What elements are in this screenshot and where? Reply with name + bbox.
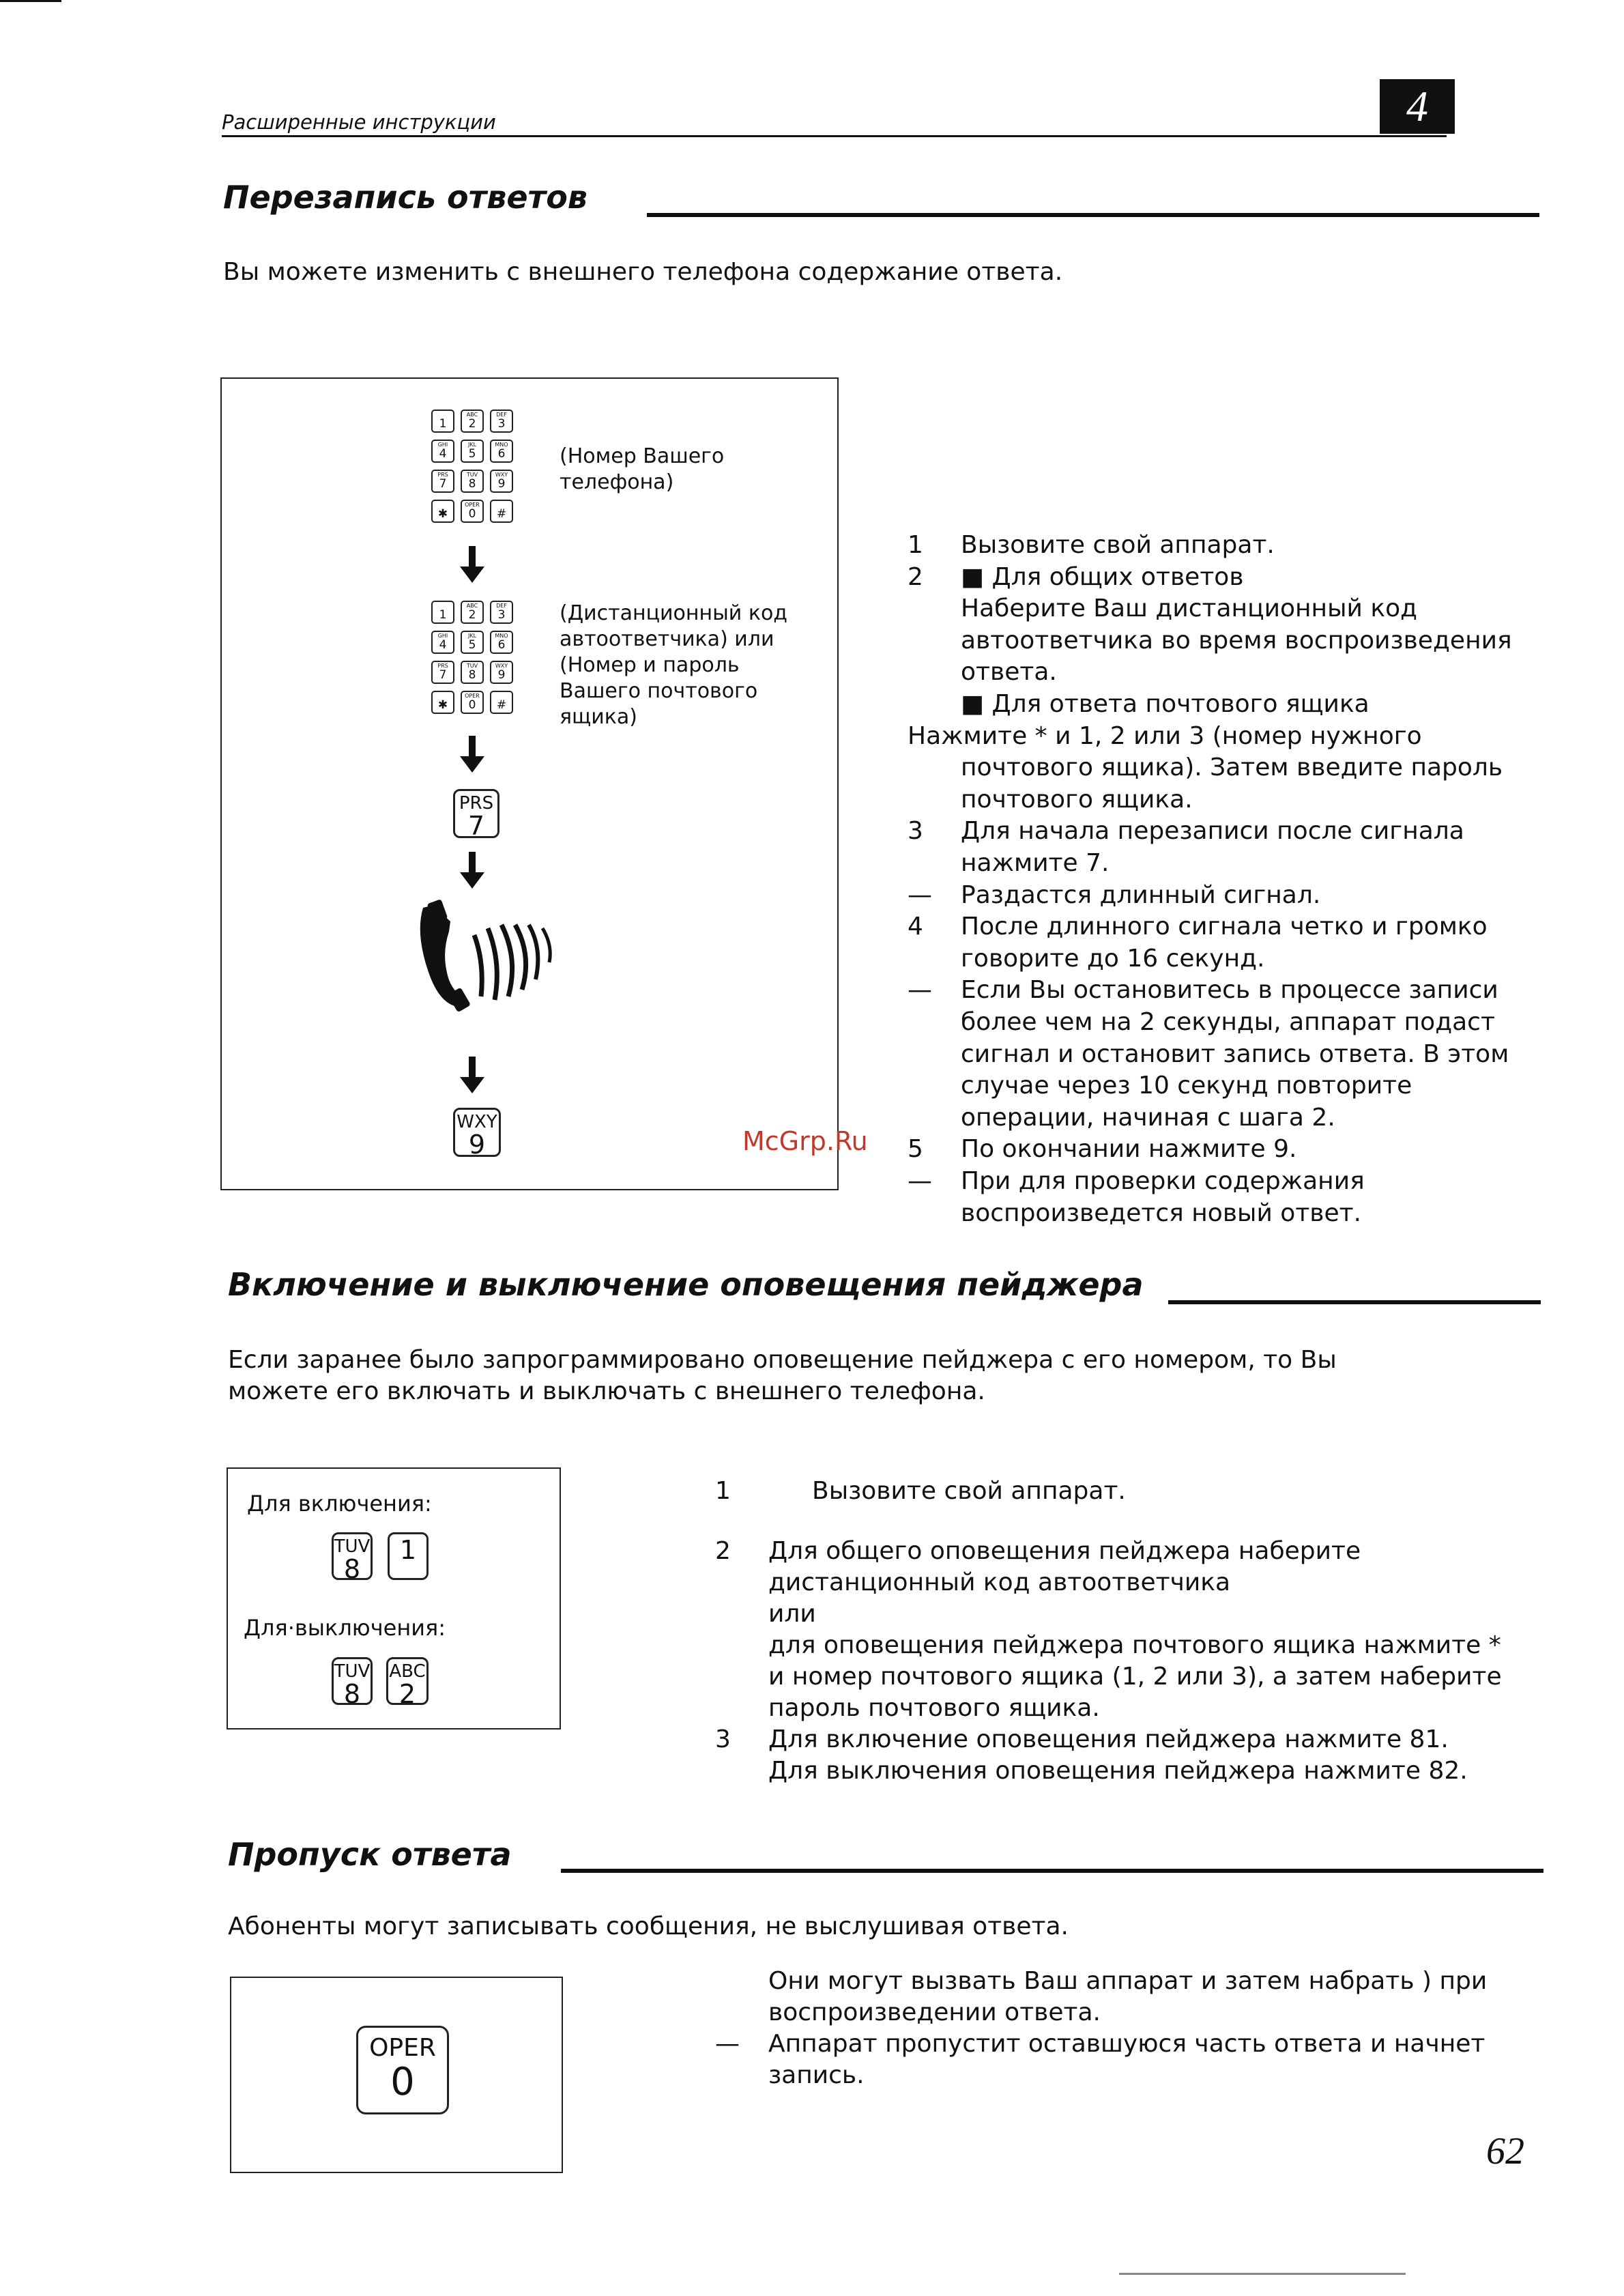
step-number: 2 — [715, 1537, 731, 1565]
key-letters: OPER — [369, 2034, 436, 2062]
step-line — [908, 943, 1264, 975]
keypad-key — [431, 470, 454, 493]
key-digit: 4 — [439, 638, 447, 652]
step-number: 5 — [908, 1135, 923, 1164]
key-letters: MNO — [495, 442, 508, 448]
step-text: и номер почтового ящика (1, 2 или 3), а затем наберите — [768, 1663, 1502, 1691]
watermark: McGrp.Ru — [742, 1126, 868, 1156]
key-7-button — [453, 789, 499, 841]
key-digit: # — [496, 507, 507, 521]
step-line — [908, 721, 1422, 752]
caption-line: (Номер и пароль — [560, 653, 740, 677]
key-digit: 7 — [439, 477, 447, 491]
handset-speaking-icon — [409, 894, 566, 1017]
step-text: почтового ящика). Затем введите пароль — [961, 754, 1503, 782]
key-1-button — [388, 1532, 429, 1580]
key-digit: 0 — [468, 698, 476, 712]
step-text: ■ Для ответа почтового ящика — [961, 690, 1369, 718]
keypad-key — [431, 691, 454, 714]
caption-line: телефона) — [560, 470, 674, 494]
step-line — [908, 816, 1464, 847]
step-line — [908, 911, 1488, 943]
chapter-number: 4 — [1380, 79, 1455, 134]
key-digit: ✱ — [437, 507, 448, 521]
section-intro — [228, 1345, 1337, 1407]
keypad-key — [431, 410, 454, 433]
key-9-button — [453, 1108, 501, 1160]
step-text: ■ Для общих ответов — [961, 562, 1244, 591]
keypad-key — [490, 470, 513, 493]
keypad-key — [431, 440, 454, 463]
key-letters: TUV — [466, 663, 478, 669]
keypad-key — [490, 631, 513, 654]
step-number: 3 — [908, 817, 923, 846]
keypad-key — [461, 601, 484, 624]
running-title: Расширенные инструкции — [222, 111, 496, 134]
section-rule — [647, 213, 1539, 217]
step-line — [908, 1134, 1296, 1165]
step-line — [908, 562, 1244, 593]
key-digit: 2 — [468, 608, 476, 622]
section-title-pager: Включение и выключение оповещения пейджера — [228, 1266, 1144, 1303]
step-line — [908, 975, 1498, 1006]
key-digit: 8 — [468, 668, 476, 682]
keypad-key — [490, 691, 513, 714]
step-line — [908, 689, 1369, 720]
key-digit: # — [496, 698, 507, 712]
step-number: 1 — [908, 531, 923, 559]
step-text: нажмите 7. — [961, 849, 1110, 877]
step-text: случае через 10 секунд повторите — [961, 1072, 1412, 1100]
key-digit: 7 — [439, 668, 447, 682]
key-letters: OPER — [465, 693, 480, 699]
procedure-diagram-box — [220, 377, 839, 1190]
key-letters: WXY — [495, 663, 508, 669]
step-number: — — [715, 2030, 740, 2058]
step-text: воспроизведении ответа. — [768, 1998, 1101, 2026]
step-line — [908, 848, 1110, 879]
key-digit: 0 — [390, 2060, 415, 2104]
running-header — [222, 111, 1447, 137]
step-text: для оповещения пейджера почтового ящика нажмите * — [768, 1631, 1501, 1659]
pager-off-label: Для·выключения: — [244, 1615, 446, 1641]
step-number: — — [908, 976, 932, 1005]
key-digit: 1 — [399, 1535, 417, 1565]
caption-line: (Номер Вашего — [560, 444, 725, 468]
key-letters: PRS — [459, 793, 494, 814]
keypad-key — [461, 661, 484, 684]
section-intro: Вы можете изменить с внешнего телефона содержание ответа. — [223, 258, 1063, 286]
step-line — [908, 593, 1417, 625]
keypad-key — [461, 440, 484, 463]
step-text: дистанционный код автоответчика — [768, 1568, 1231, 1596]
key-digit: 9 — [468, 1130, 486, 1160]
pager-on-label: Для включения: — [247, 1491, 432, 1517]
step-number: 4 — [908, 913, 923, 941]
key-letters: ABC — [389, 1661, 426, 1682]
step-text: При для проверки содержания — [961, 1167, 1365, 1195]
keypad-phone-number — [431, 410, 513, 523]
step-number: — — [908, 1167, 932, 1195]
keypad-key — [461, 410, 484, 433]
key-letters: PRS — [437, 472, 448, 478]
page-number: 62 — [1486, 2130, 1524, 2172]
key-8-button — [332, 1532, 373, 1584]
key-letters: JKL — [467, 633, 477, 639]
step-number: 3 — [715, 1725, 731, 1753]
key-digit: 2 — [398, 1679, 416, 1709]
key-digit: 3 — [497, 417, 506, 431]
section-title-rerecord: Перезапись ответов — [223, 179, 588, 216]
key-2-button — [386, 1657, 429, 1709]
caption-line: ящика) — [560, 705, 638, 729]
key-digit: 7 — [467, 811, 485, 841]
step-line — [908, 784, 1193, 816]
key-digit: 0 — [468, 507, 476, 521]
key-digit: ✱ — [437, 698, 448, 712]
step-text: более чем на 2 секунды, аппарат подаст — [961, 1008, 1495, 1036]
key-digit: 3 — [497, 608, 506, 622]
key-digit: 8 — [343, 1554, 361, 1584]
keypad-key — [490, 661, 513, 684]
step-text: Раздастся длинный сигнал. — [961, 880, 1321, 909]
intro-line: Если заранее было запрограммировано оповещение пейджера с его номером, то Вы — [228, 1346, 1337, 1374]
step-text: Наберите Ваш дистанционный код — [961, 594, 1418, 623]
step-text: Для выключения оповещения пейджера нажмите 82. — [768, 1757, 1468, 1785]
step-text: Вызовите свой аппарат. — [961, 531, 1275, 559]
key-digit: 9 — [497, 477, 506, 491]
step-number: 1 — [715, 1477, 731, 1505]
scan-smudge — [1119, 2273, 1406, 2275]
key-letters: PRS — [437, 663, 448, 669]
key-digit: 8 — [343, 1679, 361, 1709]
key-digit: 4 — [439, 447, 447, 461]
keypad-key — [461, 691, 484, 714]
step-line — [715, 1966, 1487, 1997]
keypad-key — [490, 440, 513, 463]
step-line — [908, 880, 1320, 911]
key-letters: TUV — [334, 1536, 371, 1557]
step-text: запись. — [768, 2061, 865, 2089]
step-line — [715, 1997, 1101, 2028]
step-text: или — [768, 1600, 816, 1628]
keypad-key — [461, 500, 484, 523]
key-letters: MNO — [495, 633, 508, 639]
step-text: Для включение оповещения пейджера нажмите 81. — [768, 1725, 1449, 1753]
key-letters: DEF — [496, 603, 507, 609]
keypad-key — [490, 500, 513, 523]
section-rule — [1168, 1300, 1541, 1304]
key-letters: TUV — [466, 472, 478, 478]
step-number: 2 — [908, 562, 923, 591]
key-letters: GHI — [437, 442, 448, 448]
keypad-key — [461, 470, 484, 493]
step-line — [715, 1755, 1468, 1787]
step-line — [715, 2028, 1485, 2060]
step-line — [715, 1536, 1361, 1567]
key-letters: DEF — [496, 412, 507, 418]
key-digit: 5 — [468, 447, 476, 461]
caption-line: Вашего почтового — [560, 679, 758, 703]
step-line — [908, 1166, 1365, 1197]
step-text: Для начала перезаписи после сигнала — [961, 817, 1464, 846]
key-0-button — [356, 2026, 449, 2114]
step-line — [715, 1598, 816, 1630]
keypad-key — [490, 601, 513, 624]
section-rule — [561, 1869, 1543, 1873]
key-letters: OPER — [465, 502, 480, 508]
step-text: По окончании нажмите 9. — [961, 1135, 1297, 1164]
key-digit: 1 — [439, 417, 447, 431]
step-text: почтового ящика. — [961, 785, 1193, 814]
key-8-button — [332, 1657, 373, 1709]
caption-line: автоответчика) или — [560, 627, 774, 651]
caption-line: (Дистанционный код — [560, 601, 788, 625]
key-digit: 9 — [497, 668, 506, 682]
keypad-key — [431, 601, 454, 624]
intro-line: можете его включать и выключать с внешнего телефона. — [228, 1377, 985, 1405]
step-line — [908, 625, 1512, 657]
keypad-key — [461, 631, 484, 654]
step-line — [715, 2060, 865, 2091]
keypad-remote-code — [431, 601, 513, 714]
caption-remote-code — [560, 601, 787, 730]
key-letters: ABC — [466, 412, 478, 418]
key-letters: WXY — [456, 1112, 497, 1132]
step-text: Аппарат пропустит оставшуюся часть ответа и начнет — [768, 2030, 1485, 2058]
key-digit: 2 — [468, 417, 476, 431]
step-text: Для общего оповещения пейджера наберите — [768, 1537, 1361, 1565]
keypad-key — [431, 661, 454, 684]
section-title-skip: Пропуск ответа — [228, 1836, 512, 1873]
step-line — [715, 1693, 1100, 1724]
keypad-key — [431, 500, 454, 523]
step-line — [908, 1198, 1361, 1229]
step-text: Они могут вызвать Ваш аппарат и затем набрать ) при — [768, 1967, 1488, 1995]
key-digit: 6 — [497, 638, 506, 652]
caption-phone-number — [560, 444, 724, 496]
step-number: Нажмите * и 1, 2 или 3 (номер нужного — [908, 721, 1422, 750]
step-line — [715, 1567, 1230, 1598]
step-line — [908, 1102, 1335, 1134]
step-text: Если Вы остановитесь в процессе записи — [961, 976, 1498, 1005]
step-line — [715, 1476, 1126, 1507]
step-text: автоответчика во время воспроизведения — [961, 626, 1512, 655]
step-line — [715, 1630, 1501, 1661]
key-letters: GHI — [437, 633, 448, 639]
keypad-key — [490, 410, 513, 433]
key-digit: 6 — [497, 447, 506, 461]
step-text: После длинного сигнала четко и громко — [961, 913, 1488, 941]
key-letters: WXY — [495, 472, 508, 478]
step-line — [908, 657, 1057, 688]
step-line — [908, 530, 1275, 561]
step-line — [715, 1724, 1449, 1755]
step-text: ответа. — [961, 658, 1057, 687]
keypad-key — [431, 631, 454, 654]
key-letters: JKL — [467, 442, 477, 448]
step-text: пароль почтового ящика. — [768, 1694, 1100, 1722]
key-letters: TUV — [334, 1661, 371, 1682]
corner-mark — [0, 0, 61, 2]
step-text: Вызовите свой аппарат. — [812, 1477, 1126, 1505]
step-text: сигнал и остановит запись ответа. В этом — [961, 1039, 1509, 1068]
step-text: говорите до 16 секунд. — [961, 944, 1265, 973]
step-line — [908, 1039, 1509, 1070]
key-digit: 5 — [468, 638, 476, 652]
step-line — [908, 752, 1503, 784]
key-digit: 1 — [439, 608, 447, 622]
section-intro: Абоненты могут записывать сообщения, не выслушивая ответа. — [228, 1912, 1069, 1940]
key-letters: ABC — [466, 603, 478, 609]
step-text: воспроизведется новый ответ. — [961, 1199, 1362, 1227]
step-line — [908, 1070, 1412, 1102]
step-text: операции, начиная с шага 2. — [961, 1103, 1335, 1132]
step-line — [908, 1007, 1495, 1038]
key-digit: 8 — [468, 477, 476, 491]
step-number: — — [908, 880, 932, 909]
step-line — [715, 1661, 1502, 1693]
